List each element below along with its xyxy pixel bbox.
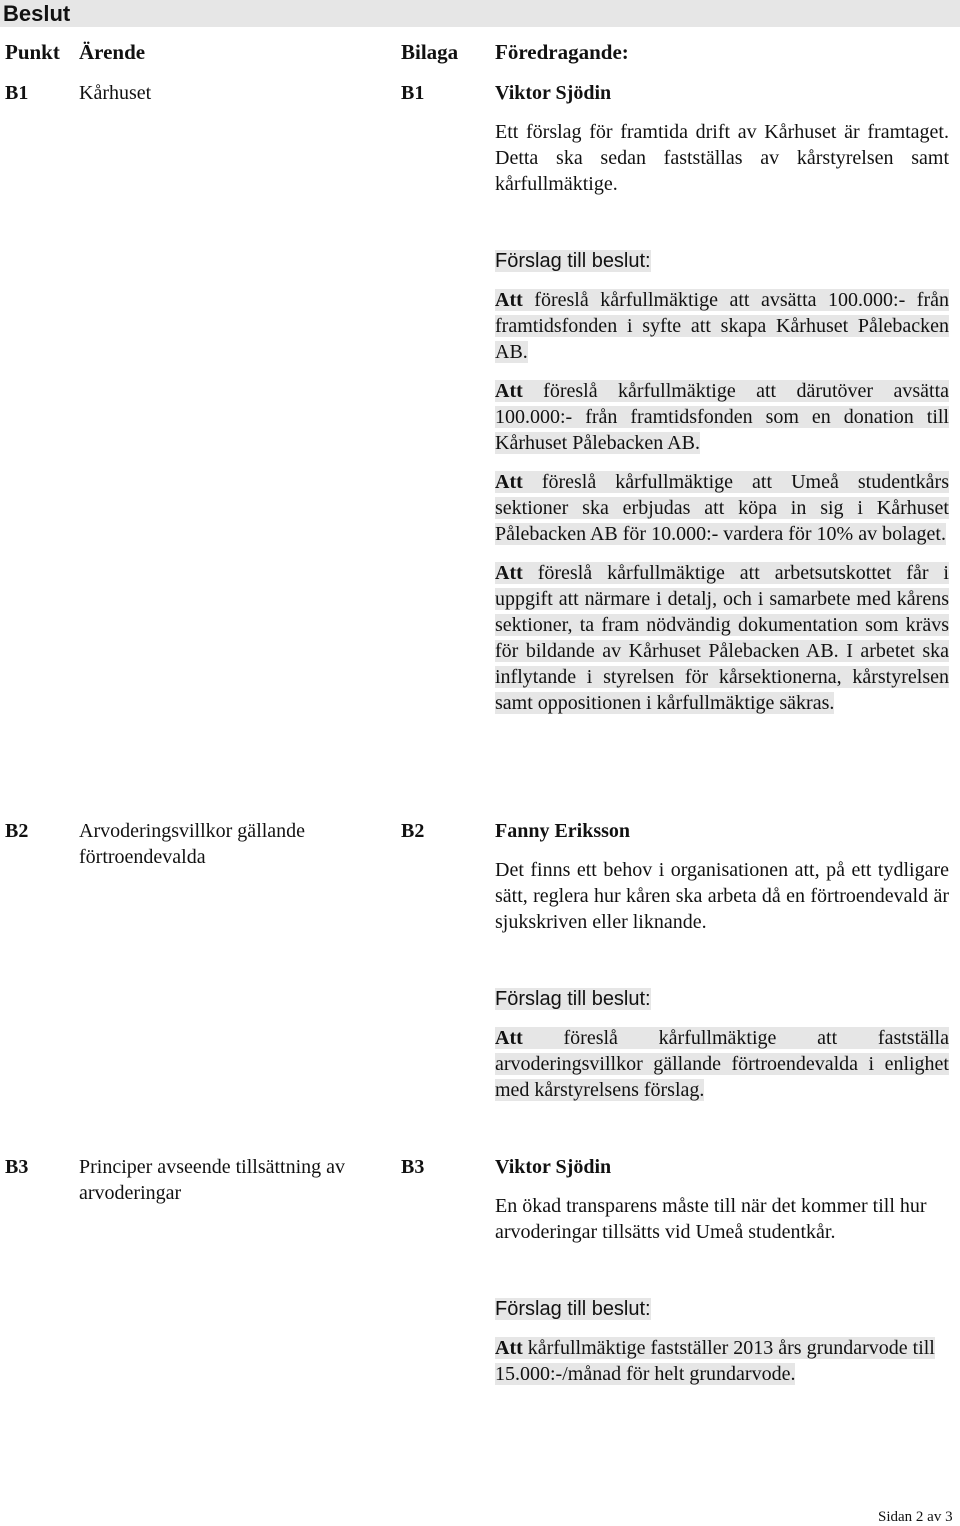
proposal-item: Att föreslå kårfullmäktige att avsätta 100.000:- från framtidsfonden i syfte att skapa Kårhuset Pålebacken AB. xyxy=(495,289,949,363)
proposal-label: Förslag till beslut: xyxy=(495,1298,651,1320)
proposal-item: Att föreslå kårfullmäktige att arbetsutskottet får i uppgift att närmare i detalj, och i samarbete med kårens sektioner, ta fram nödvändig dokumentation som krävs för bildande av Kårhuset Pålebacken AB. I arbetet ska inflytande i styrelsen för kårsektionerna, kårstyrelsen samt oppositionen i kårfullmäktige säkras. xyxy=(495,562,949,714)
proposal-item: Att föreslå kårfullmäktige att Umeå studentkårs sektioner ska erbjudas att köpa in sig i Kårhuset Pålebacken AB för 10.000:- vardera för 10% av bolaget. xyxy=(495,471,949,545)
page-heading: Beslut xyxy=(0,0,960,27)
item-punkt: B2 xyxy=(5,820,29,842)
item-arende: Kårhuset xyxy=(79,82,152,104)
item-bilaga: B1 xyxy=(401,82,425,104)
item-foredragande: Viktor Sjödin xyxy=(495,1156,612,1178)
item-description: Ett förslag för framtida drift av Kårhuset är framtaget. Detta ska sedan fastställas av kårstyrelsen samt kårfullmäktige. xyxy=(495,121,949,195)
proposal-label: Förslag till beslut: xyxy=(495,988,651,1010)
item-punkt: B1 xyxy=(5,82,29,104)
proposal-list xyxy=(495,1335,949,1387)
proposal-list xyxy=(495,287,949,716)
item-foredragande: Fanny Eriksson xyxy=(495,820,631,842)
item-punkt: B3 xyxy=(5,1156,29,1178)
proposal-list xyxy=(495,1025,949,1103)
item-arende: Principer avseende tillsättning av arvoderingar xyxy=(79,1156,346,1204)
item-bilaga: B2 xyxy=(401,820,425,842)
proposal-item: Att föreslå kårfullmäktige att därutöver avsätta 100.000:- från framtidsfonden som en donation till Kårhuset Pålebacken AB. xyxy=(495,380,950,454)
proposal-item: Att kårfullmäktige fastställer 2013 års grundarvode till 15.000:-/månad för helt grundarvode. xyxy=(495,1337,935,1385)
item-bilaga: B3 xyxy=(401,1156,425,1178)
column-header-punkt: Punkt xyxy=(5,40,60,64)
item-description: En ökad transparens måste till när det kommer till hur arvoderingar tillsätts vid Umeå studentkår. xyxy=(495,1195,927,1243)
proposal-label: Förslag till beslut: xyxy=(495,250,651,272)
column-header-foredragande: Föredragande: xyxy=(495,40,629,64)
item-description: Det finns ett behov i organisationen att, på ett tydligare sätt, reglera hur kåren ska arbeta då en förtroendevald är sjukskriven eller liknande. xyxy=(495,859,949,933)
proposal-item: Att föreslå kårfullmäktige att fastställa arvoderingsvillkor gällande förtroendevalda i enlighet med kårstyrelsens förslag. xyxy=(495,1027,949,1101)
item-foredragande: Viktor Sjödin xyxy=(495,82,612,104)
column-header-bilaga: Bilaga xyxy=(401,40,459,64)
page-number: Sidan 2 av 3 xyxy=(878,1509,953,1525)
item-arende: Arvoderingsvillkor gällande förtroendevalda xyxy=(79,820,306,868)
column-header-arende: Ärende xyxy=(79,40,146,64)
